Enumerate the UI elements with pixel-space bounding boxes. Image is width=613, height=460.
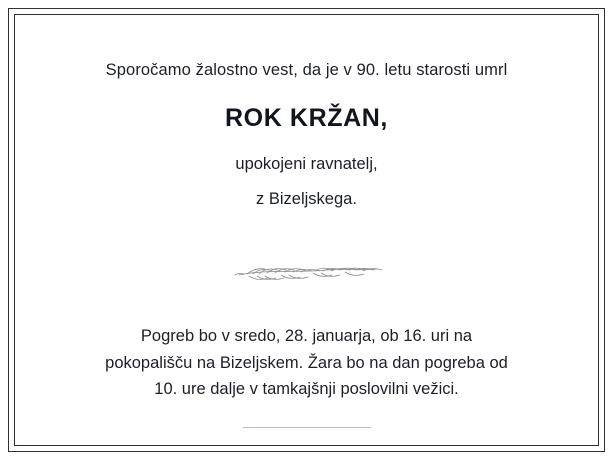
deceased-role: upokojeni ravnatelj,	[235, 154, 378, 173]
obituary-notice	[15, 15, 598, 428]
deceased-name: ROK KRŽAN,	[225, 103, 388, 132]
deceased-origin: z Bizeljskega.	[256, 189, 357, 208]
bottom-divider	[243, 427, 371, 428]
inner-border	[14, 14, 599, 446]
funeral-details: Pogreb bo v sredo, 28. januarja, ob 16. uri na pokopališču na Bizeljskem. Žara bo na dan pogreba od 10. ure dalje v tamkajšnji poslovilni vežici.	[105, 326, 508, 399]
floral-branch-ornament-icon	[222, 255, 392, 289]
intro-text: Sporočamo žalostno vest, da je v 90. letu starosti umrl	[105, 61, 508, 79]
